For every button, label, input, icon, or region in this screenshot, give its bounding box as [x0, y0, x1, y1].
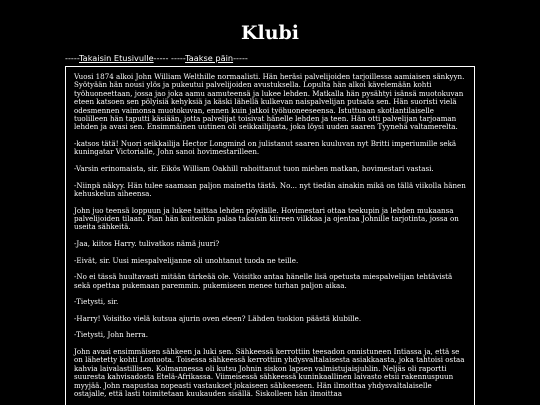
- story-paragraph: John juo teensä loppuun ja lukee taittaa lehden pöydälle. Hovimestari ottaa teekupin ja lehden mukaansa palvelijoiden tilaan. Pian hän kuitenkin palaa takaisin kiireen vilkkaa ja ojentaa Johnille tarjotinta, jossa on useita sähkeitä.: [74, 205, 459, 232]
- story-paragraph: -Eivät, sir. Uusi miespalvelijanne oli unohtanut tuoda ne teille.: [74, 255, 299, 265]
- nav-prefix: -----: [65, 53, 80, 63]
- story-paragraph: -Tietysti, John herra.: [74, 330, 149, 340]
- nav-suffix: -----: [233, 53, 248, 63]
- story-paragraph: -katsos tätä! Nuori seikkailija Hector Longmind on julistanut saaren kuuluvan nyt Britti imperiumille sekä kuningatar Victorialle, John sanoi hovimestarilleen.: [74, 139, 457, 157]
- story-paragraph: -Tietysti, sir.: [74, 297, 119, 307]
- go-back-link[interactable]: Taakse päin: [185, 53, 234, 63]
- story-paragraph: -Niinpä näkyy. Hän tulee saamaan paljon mainetta tästä. No... nyt tiedän ainakin mikä on tällä viikolla hänen kehuskelun aiheensa.: [74, 180, 466, 199]
- page-title: Klubi: [240, 22, 300, 44]
- story-paragraph: Vuosi 1874 alkoi John William Welthille normaalisti. Hän heräsi palvelijoiden tarjoillessa aamiaisen sänkyyn. Syötyään hän nousi ylös ja pukeutui palvelijoiden avustuksella. Lopulta hän alkoi kävelemään kohti työhuoneettaan, jossa jao joka aamu aamuteensä ja lukee lehden. Matkalla hän pysähtyi isänsä muotokuvan eteen katsoen sen pölyisiä kehyksiä ja käski lähellä kulkevan naispalvelijan putsata sen. Hän suoristi vielä odesmennen vaimonsa muotokuvan, ennen kuin jatkoi työhuoneeseensa. Istuttuaan skotlantilaiselle tuolilleen hän taputti käsiään, jotta palvelijat toisivat hänelle lehden ja teen. Hän otti palvelijan tarjoaman lehden ja avasi sen. Ensimmäinen uutinen oli seikkailijasta, joka löysi uuden saaren Tyynehä valtamerelta.: [74, 72, 465, 132]
- story-paragraph: -Harry! Voisitko vielä kutsua ajurin oven eteen? Lähden tuokion päästä klubille.: [74, 313, 362, 323]
- nav-bar: [65, 52, 248, 64]
- back-home-link[interactable]: Takaisin Etusivulle: [79, 53, 154, 63]
- story-paragraph: -Jaa, kiitos Harry. tulivatkos nämä juuri?: [74, 239, 220, 249]
- nav-separator: ----- -----: [153, 53, 186, 63]
- story-paragraph: John avasi ensimmäisen sähkeen ja luki sen. Sähkeessä kerrottiin teesadon onnistuneen Intiassa ja, että se on lähetetty kohti Lontoota. Toisessa sähkeessä kerrottiin yhdysvaltalaisesta asiakkaasta, joka tahtoisi ostaa kahvia laivalastillisen. Kolmannessa oli kutsu Johnin siskon lapsen valmistujaisjuhlin. Neljäs oli raportti suuresta kahvisadosta Etelä-Afrikassa. Viimeisessä sähkeessä kuninkaallinen laivasto etsii rakennuspuun myyjää. John raapustaa nopeasti vastaukset jokaiseen sähkeeseen. Hän ilmoittaa yhdysvaltalaiselle ostajalle, että lasti toimitetaan kuukauden sisällä. Siskolleen hän ilmoittaa: [74, 347, 465, 399]
- story-paragraph: -No ei tässä huultavasti mitään tärkeää ole. Voisitko antaa hänelle lisä opetusta miespalvelijan tehtävistä sekä opettaa pukemaan paremmin. pukemiseen menee turhan paljon aikaa.: [74, 272, 453, 290]
- story-paragraph: -Varsin erinomaista, sir. Eikös William Oakhill rahoittanut tuon miehen matkan, hovimestari vastasi.: [74, 164, 434, 174]
- story-content: [65, 66, 475, 405]
